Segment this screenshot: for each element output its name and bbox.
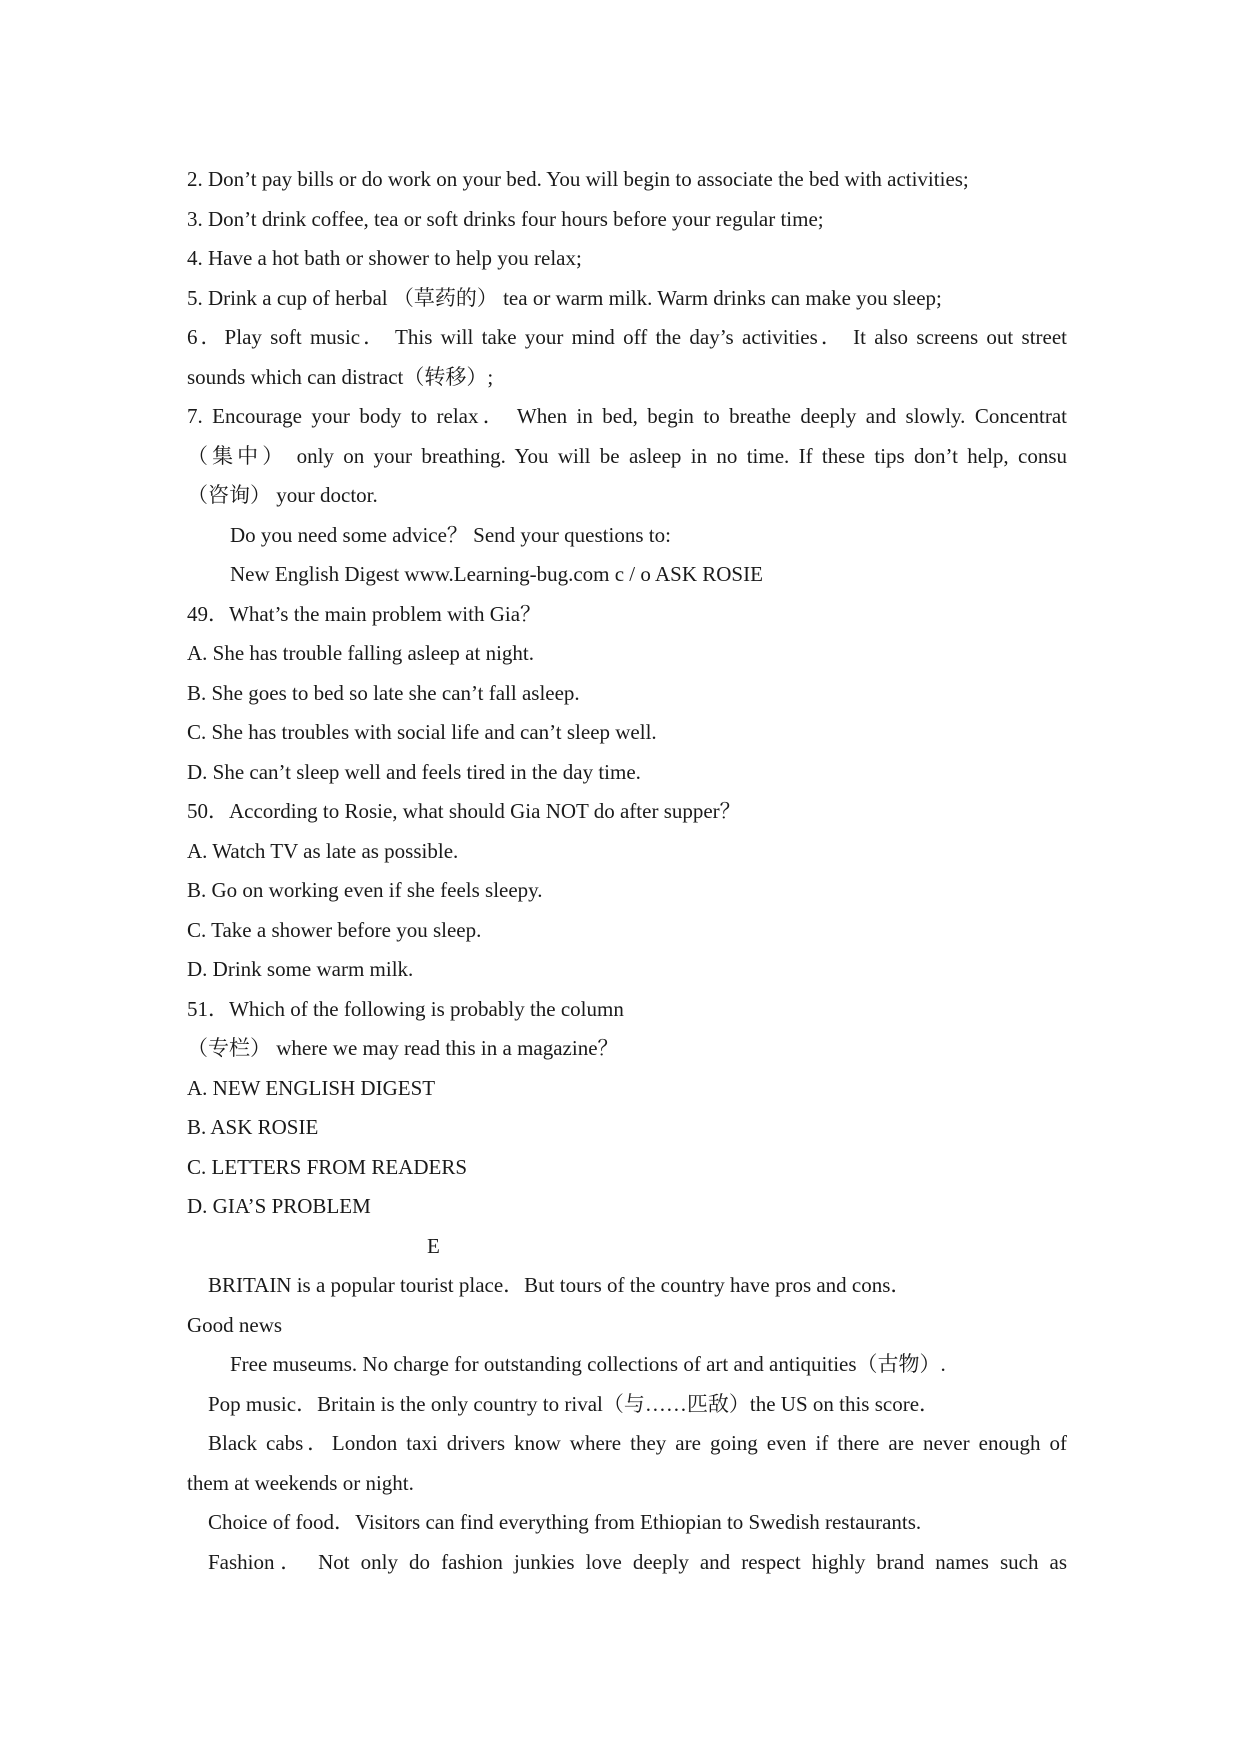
tip-6-continued: sounds which can distract（转移）; <box>187 364 494 389</box>
option-c: C. Take a shower before you sleep. <box>187 917 482 942</box>
tip-2: 2. Don’t pay bills or do work on your bed. You will begin to associate the bed with activities; <box>187 167 969 191</box>
option-a: A. NEW ENGLISH DIGEST <box>187 1075 436 1100</box>
good-news-heading: Good news <box>187 1312 283 1337</box>
item-pop-music: Pop music．Britain is the only country to rival（与……匹敌）the US on this score． <box>208 1391 941 1416</box>
option-b: B. She goes to bed so late she can’t fall asleep. <box>187 680 580 705</box>
item-choice-of-food: Choice of food．Visitors can find everything from Ethiopian to Swedish restaurants. <box>208 1510 922 1534</box>
tip-5: 5. Drink a cup of herbal （草药的） tea or warm milk. Warm drinks can make you sleep; <box>187 285 942 310</box>
option-a: A. She has trouble falling asleep at night. <box>187 641 535 665</box>
question-stem: 51．Which of the following is probably the column <box>187 996 624 1021</box>
option-a: A. Watch TV as late as possible. <box>187 838 459 863</box>
tip-7-continued: （集中） only on your breathing. You will be asleep in no time. If these tips don’t help, consu <box>187 443 1067 468</box>
option-d: D. GIA’S PROBLEM <box>187 1194 371 1218</box>
section-heading-e: E <box>427 1233 440 1258</box>
item-fashion: Fashion． Not only do fashion junkies love deeply and respect highly brand names such as <box>208 1549 1067 1574</box>
question-50 <box>187 792 1067 990</box>
option-d: D. She can’t sleep well and feels tired in the day time. <box>187 759 641 784</box>
text-block <box>187 160 1067 1582</box>
option-c: C. LETTERS FROM READERS <box>187 1154 468 1179</box>
option-b: B. ASK ROSIE <box>187 1115 319 1139</box>
address-line: New English Digest www.Learning-bug.com c / o ASK ROSIE <box>230 562 763 586</box>
tip-6: 6．Play soft music． This will take your mind off the day’s activities． It also screens out street <box>187 325 1067 349</box>
option-d: D. Drink some warm milk. <box>187 957 414 981</box>
option-b: B. Go on working even if she feels sleepy. <box>187 878 543 902</box>
question-stem: 50．According to Rosie, what should Gia NOT do after supper？ <box>187 799 741 823</box>
item-black-cabs-continued: them at weekends or night. <box>187 1470 414 1495</box>
tip-4: 4. Have a hot bath or shower to help you relax; <box>187 246 582 270</box>
tip-3: 3. Don’t drink coffee, tea or soft drinks four hours before your regular time; <box>187 206 824 231</box>
section-e-intro: BRITAIN is a popular tourist place．But tours of the country have pros and cons． <box>208 1273 912 1297</box>
option-c: C. She has troubles with social life and can’t sleep well. <box>187 720 657 744</box>
question-stem: 49．What’s the main problem with Gia？ <box>187 601 542 626</box>
question-49 <box>187 595 1067 793</box>
tip-7-end: （咨询） your doctor. <box>187 483 378 507</box>
item-free-museums: Free museums. No charge for outstanding collections of art and antiquities（古物）. <box>230 1352 946 1376</box>
tip-7: 7. Encourage your body to relax． When in bed, begin to breathe deeply and slowly. Concentrat <box>187 404 1067 428</box>
question-51 <box>187 990 1067 1227</box>
advice-line: Do you need some advice？ Send your questions to: <box>230 522 671 547</box>
item-black-cabs: Black cabs．London taxi drivers know where they are going even if there are never enough of <box>208 1431 1067 1455</box>
question-stem-continued: （专栏） where we may read this in a magazine？ <box>187 1036 619 1060</box>
